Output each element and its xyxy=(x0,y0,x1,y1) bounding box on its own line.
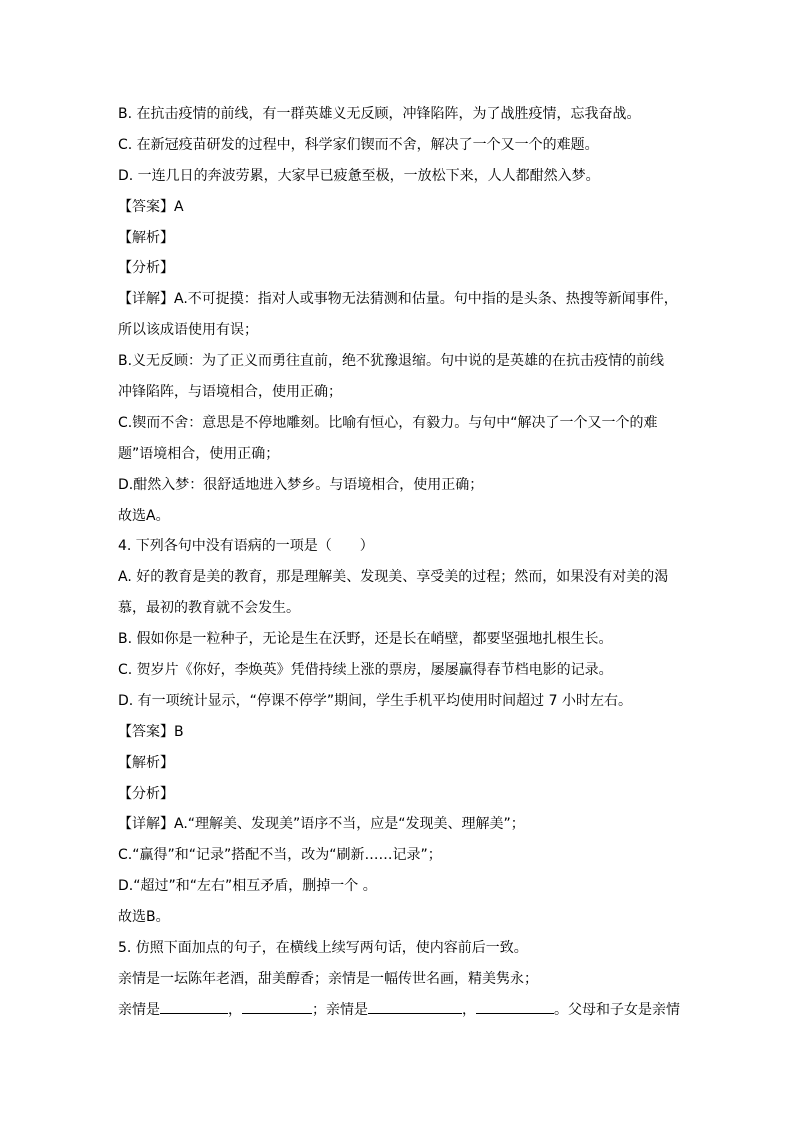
q5-fill-text: 。父母和子女是亲情 xyxy=(554,1001,680,1018)
q4-option-d: D. 有一项统计显示，“停课不停学”期间，学生手机平均使用时间超过 7 小时左右。 xyxy=(118,692,632,709)
document-content xyxy=(118,99,678,1026)
q5-fill-text: ；亲情是 xyxy=(312,1001,368,1018)
q3-detail-line: 冲锋陷阵，与语境相合，使用正确； xyxy=(118,384,342,401)
q5-example-sentence: 亲情是一坛陈年老酒，甜美醇香；亲情是一幅传世名画，精美隽永； xyxy=(118,970,538,987)
q5-fill-in-line xyxy=(118,995,678,1026)
q3-option-d: D. 一连几日的奔波劳累，大家早已疲惫至极，一放松下来，人人都酣然入梦。 xyxy=(118,167,600,184)
q4-detail-line: 【详解】A.“理解美、发现美”语序不当，应是“发现美、理解美”； xyxy=(118,816,525,833)
q3-detail-line: B.义无反顾：为了正义而勇往直前，绝不犹豫退缩。句中说的是英雄的在抗击疫情的前线 xyxy=(118,353,665,370)
q4-conclusion: 故选B。 xyxy=(118,909,170,926)
q5-fill-text: 亲情是 xyxy=(118,1001,160,1018)
q3-detail-line: 所以该成语使用有误； xyxy=(118,322,258,339)
fill-blank[interactable] xyxy=(368,999,462,1014)
q4-option-c: C. 贺岁片《你好，李焕英》凭借持续上涨的票房，屡屡赢得春节档电影的记录。 xyxy=(118,662,613,679)
q3-analysis-heading: 【解析】 xyxy=(118,229,174,246)
q3-answer: 【答案】A xyxy=(118,198,184,215)
q4-option-b: B. 假如你是一粒种子，无论是生在沃野，还是长在峭壁，都要坚强地扎根生长。 xyxy=(118,631,613,648)
q3-analysis-subheading: 【分析】 xyxy=(118,260,174,277)
q3-option-b: B. 在抗击疫情的前线，有一群英雄义无反顾，冲锋陷阵，为了战胜疫情，忘我奋战。 xyxy=(118,106,641,122)
q4-option-a: A. 好的教育是美的教育，那是理解美、发现美、享受美的过程；然而，如果没有对美的渴 xyxy=(118,569,669,586)
q4-detail-line: C.“赢得”和“记录”搭配不当，改为“刷新……记录”； xyxy=(118,847,442,864)
q4-answer: 【答案】B xyxy=(118,723,184,740)
q3-option-c: C. 在新冠疫苗研发的过程中，科学家们锲而不舍，解决了一个又一个的难题。 xyxy=(118,136,599,153)
q3-detail-line: D.酣然入梦：很舒适地进入梦乡。与语境相合，使用正确； xyxy=(118,476,484,493)
q3-detail-line: 【详解】A.不可捉摸：指对人或事物无法猜测和估量。句中指的是头条、热搜等新闻事件， xyxy=(118,291,678,308)
q5-stem: 5. 仿照下面加点的句子，在横线上续写两句话，使内容前后一致。 xyxy=(118,940,528,957)
fill-blank[interactable] xyxy=(160,999,228,1014)
q3-conclusion: 故选A。 xyxy=(118,507,170,524)
q4-detail-line: D.“超过”和“左右”相互矛盾，删掉一个 。 xyxy=(118,878,377,895)
q4-stem: 4. 下列各句中没有语病的一项是（ ） xyxy=(118,538,374,555)
q4-option-a-continued: 慕，最初的教育就不会发生。 xyxy=(118,600,300,617)
fill-blank[interactable] xyxy=(476,999,554,1014)
fill-blank[interactable] xyxy=(242,999,312,1014)
q4-analysis-heading: 【解析】 xyxy=(118,754,174,771)
q5-fill-text: ， xyxy=(462,1001,476,1018)
q4-analysis-subheading: 【分析】 xyxy=(118,785,174,802)
q3-detail-line: C.锲而不舍：意思是不停地雕刻。比喻有恒心，有毅力。与句中“解决了一个又一个的难 xyxy=(118,414,658,431)
q5-fill-text: ， xyxy=(228,1001,242,1018)
q3-detail-line: 题”语境相合，使用正确； xyxy=(118,445,280,462)
